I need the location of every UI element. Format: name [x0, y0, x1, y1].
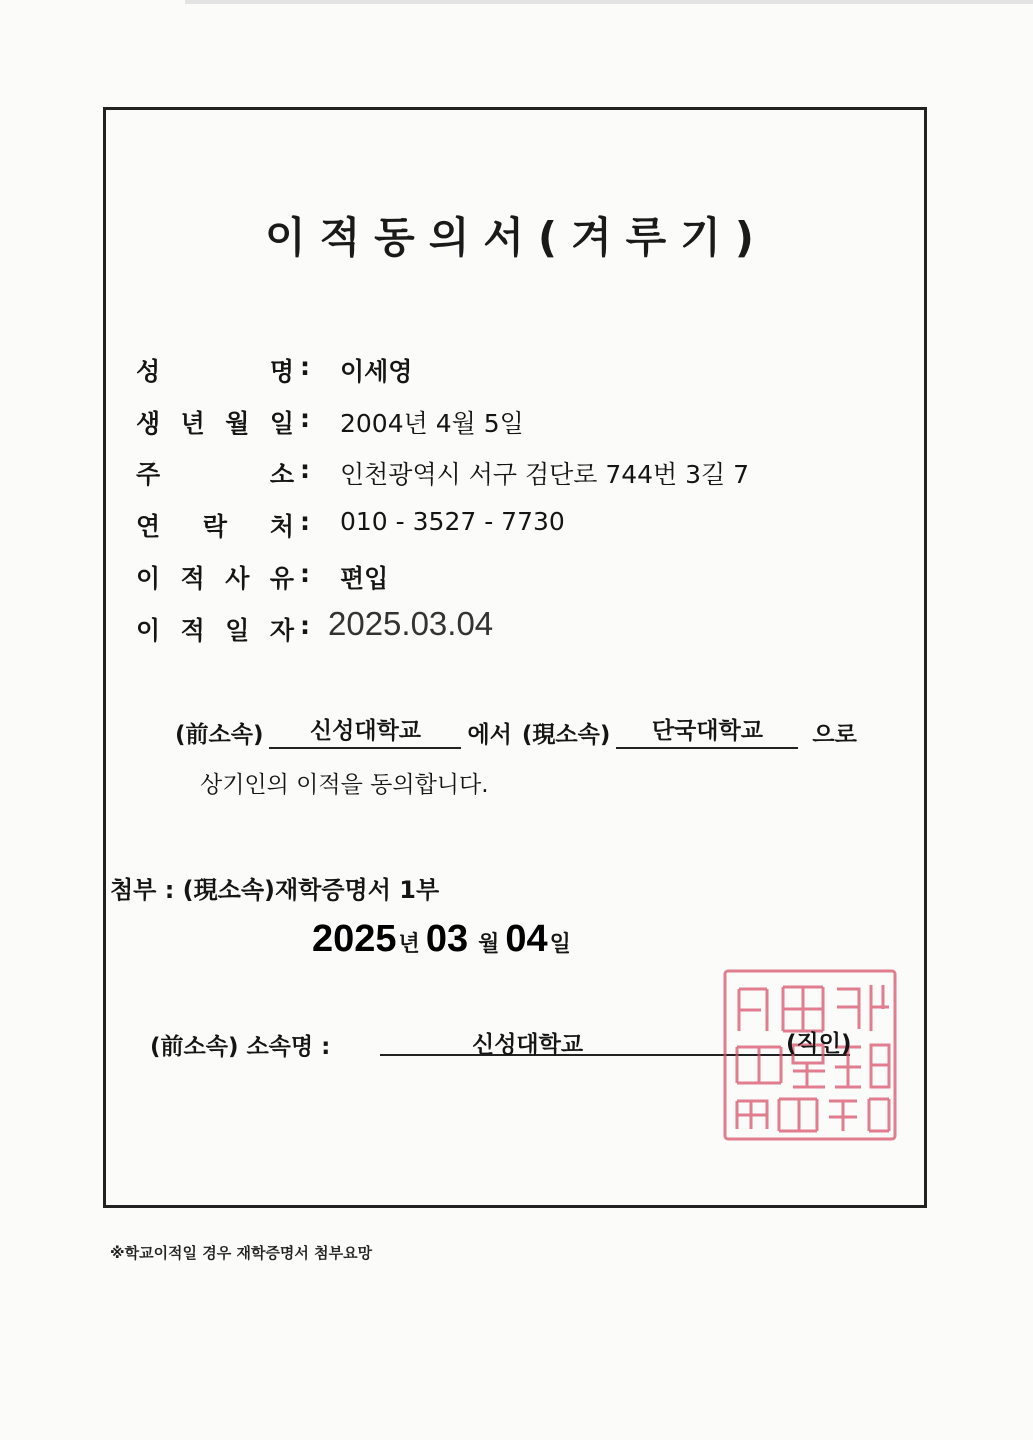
consent-statement: 상기인의 이적을 동의합니다.	[200, 772, 489, 798]
field-label	[136, 455, 294, 491]
field-colon: :	[300, 455, 310, 484]
signed-date	[312, 918, 577, 961]
field-value: 2004년 4월 5일	[340, 409, 524, 438]
field-label-char: 이	[136, 564, 161, 593]
year-unit: 년	[398, 932, 420, 957]
scan-edge	[185, 0, 1033, 4]
field-label-char: 월	[225, 409, 250, 438]
field-value: 이세영	[340, 357, 413, 386]
field-label	[136, 404, 294, 440]
signed-month: 03	[425, 918, 469, 960]
field-label	[136, 352, 294, 388]
field-label-char: 일	[225, 616, 250, 645]
field-label-char: 적	[180, 564, 205, 593]
field-label-char: 명	[269, 357, 294, 386]
field-label-char: 이	[136, 616, 161, 645]
footnote: ※학교이적일 경우 재학증명서 첨부요망	[110, 1244, 373, 1262]
field-label-char: 년	[180, 409, 205, 438]
signed-day: 04	[505, 918, 548, 960]
consent-sentence	[175, 712, 857, 749]
field-label-char: 처	[269, 512, 294, 541]
field-colon: :	[300, 507, 310, 536]
from-word: 에서	[467, 722, 512, 748]
signed-year: 2025	[312, 918, 397, 960]
field-label-char: 성	[136, 357, 161, 386]
field-label	[136, 559, 294, 595]
field-colon: :	[300, 611, 310, 640]
field-label-char: 주	[136, 460, 161, 489]
field-label-char: 사	[225, 564, 250, 593]
day-unit: 일	[549, 932, 571, 957]
to-word: 으로	[812, 722, 857, 748]
affiliation-name: 신성대학교	[472, 1032, 584, 1058]
field-value: 2025.03.04	[328, 605, 494, 642]
seal-label: (직인)	[786, 1031, 852, 1057]
field-label-char: 일	[269, 409, 294, 438]
field-colon: :	[300, 559, 310, 588]
curr-affiliation-label: (現소속)	[521, 722, 611, 748]
field-label-char: 적	[180, 616, 205, 645]
field-label	[136, 611, 294, 647]
field-value: 인천광역시 서구 검단로 744번 3길 7	[340, 460, 750, 489]
prev-school: 신성대학교	[269, 712, 461, 749]
prev-affiliation-label: (前소속)	[175, 722, 264, 748]
affiliation-label: (前소속) 소속명 :	[150, 1034, 331, 1060]
field-label-char: 소	[269, 460, 294, 489]
document-title: 이적동의서(겨루기)	[265, 213, 768, 262]
field-label-char: 생	[136, 409, 161, 438]
attachment-note: 첨부 : (現소속)재학증명서 1부	[110, 876, 440, 904]
field-value: 편입	[340, 564, 389, 593]
field-colon: :	[300, 404, 310, 433]
field-label	[136, 507, 294, 543]
field-label-char: 연	[136, 512, 161, 541]
field-colon: :	[300, 352, 310, 381]
field-label-char: 락	[202, 512, 228, 541]
field-label-char: 자	[269, 616, 294, 645]
field-value: 010 - 3527 - 7730	[340, 507, 565, 536]
field-label-char: 유	[269, 564, 294, 593]
curr-school: 단국대학교	[616, 712, 798, 749]
month-unit: 월	[478, 932, 500, 957]
